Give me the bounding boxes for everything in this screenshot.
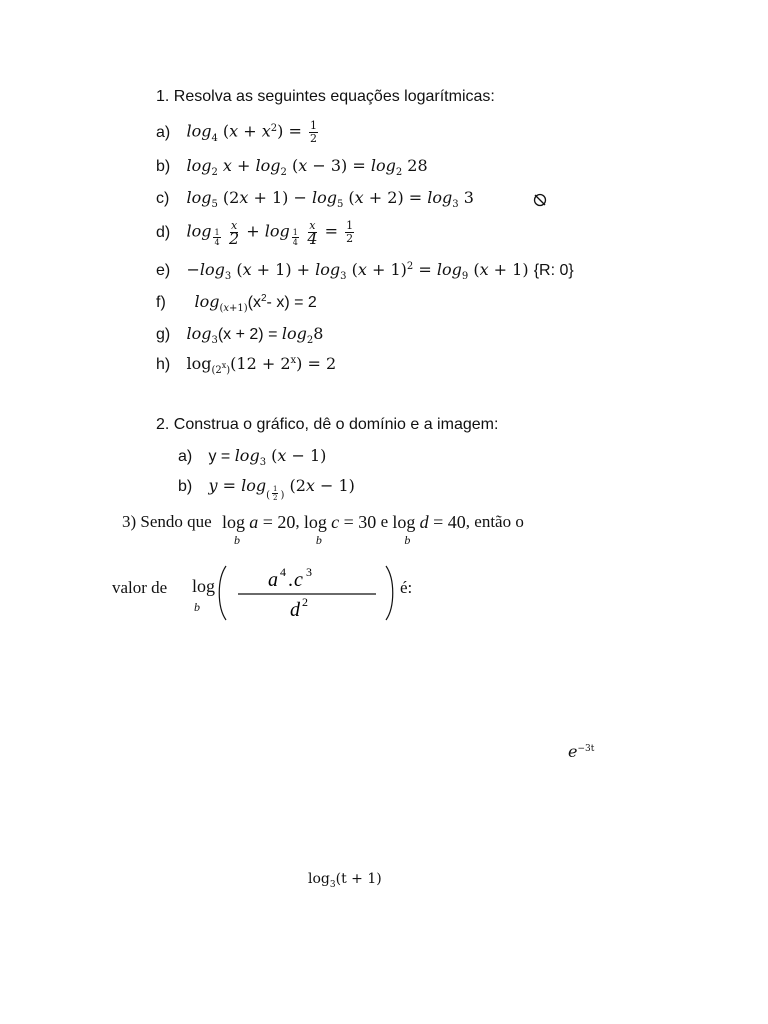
q3-line2-start: valor de (112, 578, 168, 597)
crossed-circle-mark (532, 192, 548, 208)
q3-outro: , então o (465, 512, 524, 531)
stray-log: $\log_3(t + 1)$ (308, 871, 382, 890)
item-label: b) (178, 478, 193, 495)
svg-text:.: . (288, 569, 293, 591)
item-label: a) (156, 123, 171, 141)
q3-line1: 3) Sendo que log a = 20 b , log c = 30 b e log d = 40 b , então o (122, 512, 524, 547)
item-label: b) (156, 158, 171, 175)
svg-text:d: d (290, 599, 300, 621)
item-label: c) (156, 190, 170, 207)
svg-text:3: 3 (306, 565, 312, 579)
q1-item-b: b) $\log_2 x + \log_2 (x - 3) = \log_2 28$ (156, 156, 428, 178)
q1-title: 1. Resolva as seguintes equações logarítmicas: (156, 88, 495, 105)
svg-text:c: c (294, 569, 303, 591)
item-label: a) (178, 448, 193, 465)
item-label: f) (156, 294, 166, 311)
item-label: e) (156, 262, 171, 279)
q2-title: 2. Construa o gráfico, dê o domínio e a imagem: (156, 416, 499, 433)
svg-text:a: a (268, 569, 278, 591)
q3-line2-end: é: (400, 578, 413, 597)
q1-item-d: d) log $\frac{1}{4}$ $\frac{x}{2}$ + log $\frac{1}{4}$ $\frac{x}{4}$ = $\frac{1}{2}$ (156, 219, 354, 248)
stray-exponential: $e^{-3t}$ (568, 742, 595, 761)
q2-item-a: a) $y = \log_3 (x - 1)$ (178, 446, 327, 468)
q1-item-g: g) $\log_3(x + 2) = \log_28$ (156, 324, 324, 346)
q3-intro: 3) Sendo que (122, 512, 212, 531)
q1-item-e: $e) -\log_3$ $(x + 1) + \log_3 (x + 1)^2 = \log_9 (x + 1)$ {R: 0} (156, 260, 574, 282)
q3-sep1: , (295, 512, 300, 531)
q1-item-h: h) $\log_{(2}x_)(12 + 2^x) = 2$ (156, 354, 337, 376)
svg-text:2: 2 (302, 595, 308, 609)
big-parentheses (218, 564, 394, 622)
q2-item-b: b) $y = \log_($ $\frac{1}{2}$ $_)$ (2x − 1) (178, 476, 355, 503)
item-label: d) (156, 223, 171, 241)
q3-sep2: e (380, 512, 389, 531)
item-label: g) (156, 326, 171, 343)
item-label: h) (156, 356, 171, 373)
answer-note: {R: 0} (533, 262, 574, 279)
q1-item-f: f) $\log_{(x+1)}(x^2-$ x) = 2 (156, 292, 317, 314)
svg-text:4: 4 (280, 565, 286, 579)
q1-item-a: a) $\log_4 (x + x^2)$ = $\frac{1}{2}$ (156, 119, 317, 145)
q1-item-c: c) $\log_5 (2x + 1) - \log_5 (x + 2) = \log_3 3$ (156, 188, 474, 210)
